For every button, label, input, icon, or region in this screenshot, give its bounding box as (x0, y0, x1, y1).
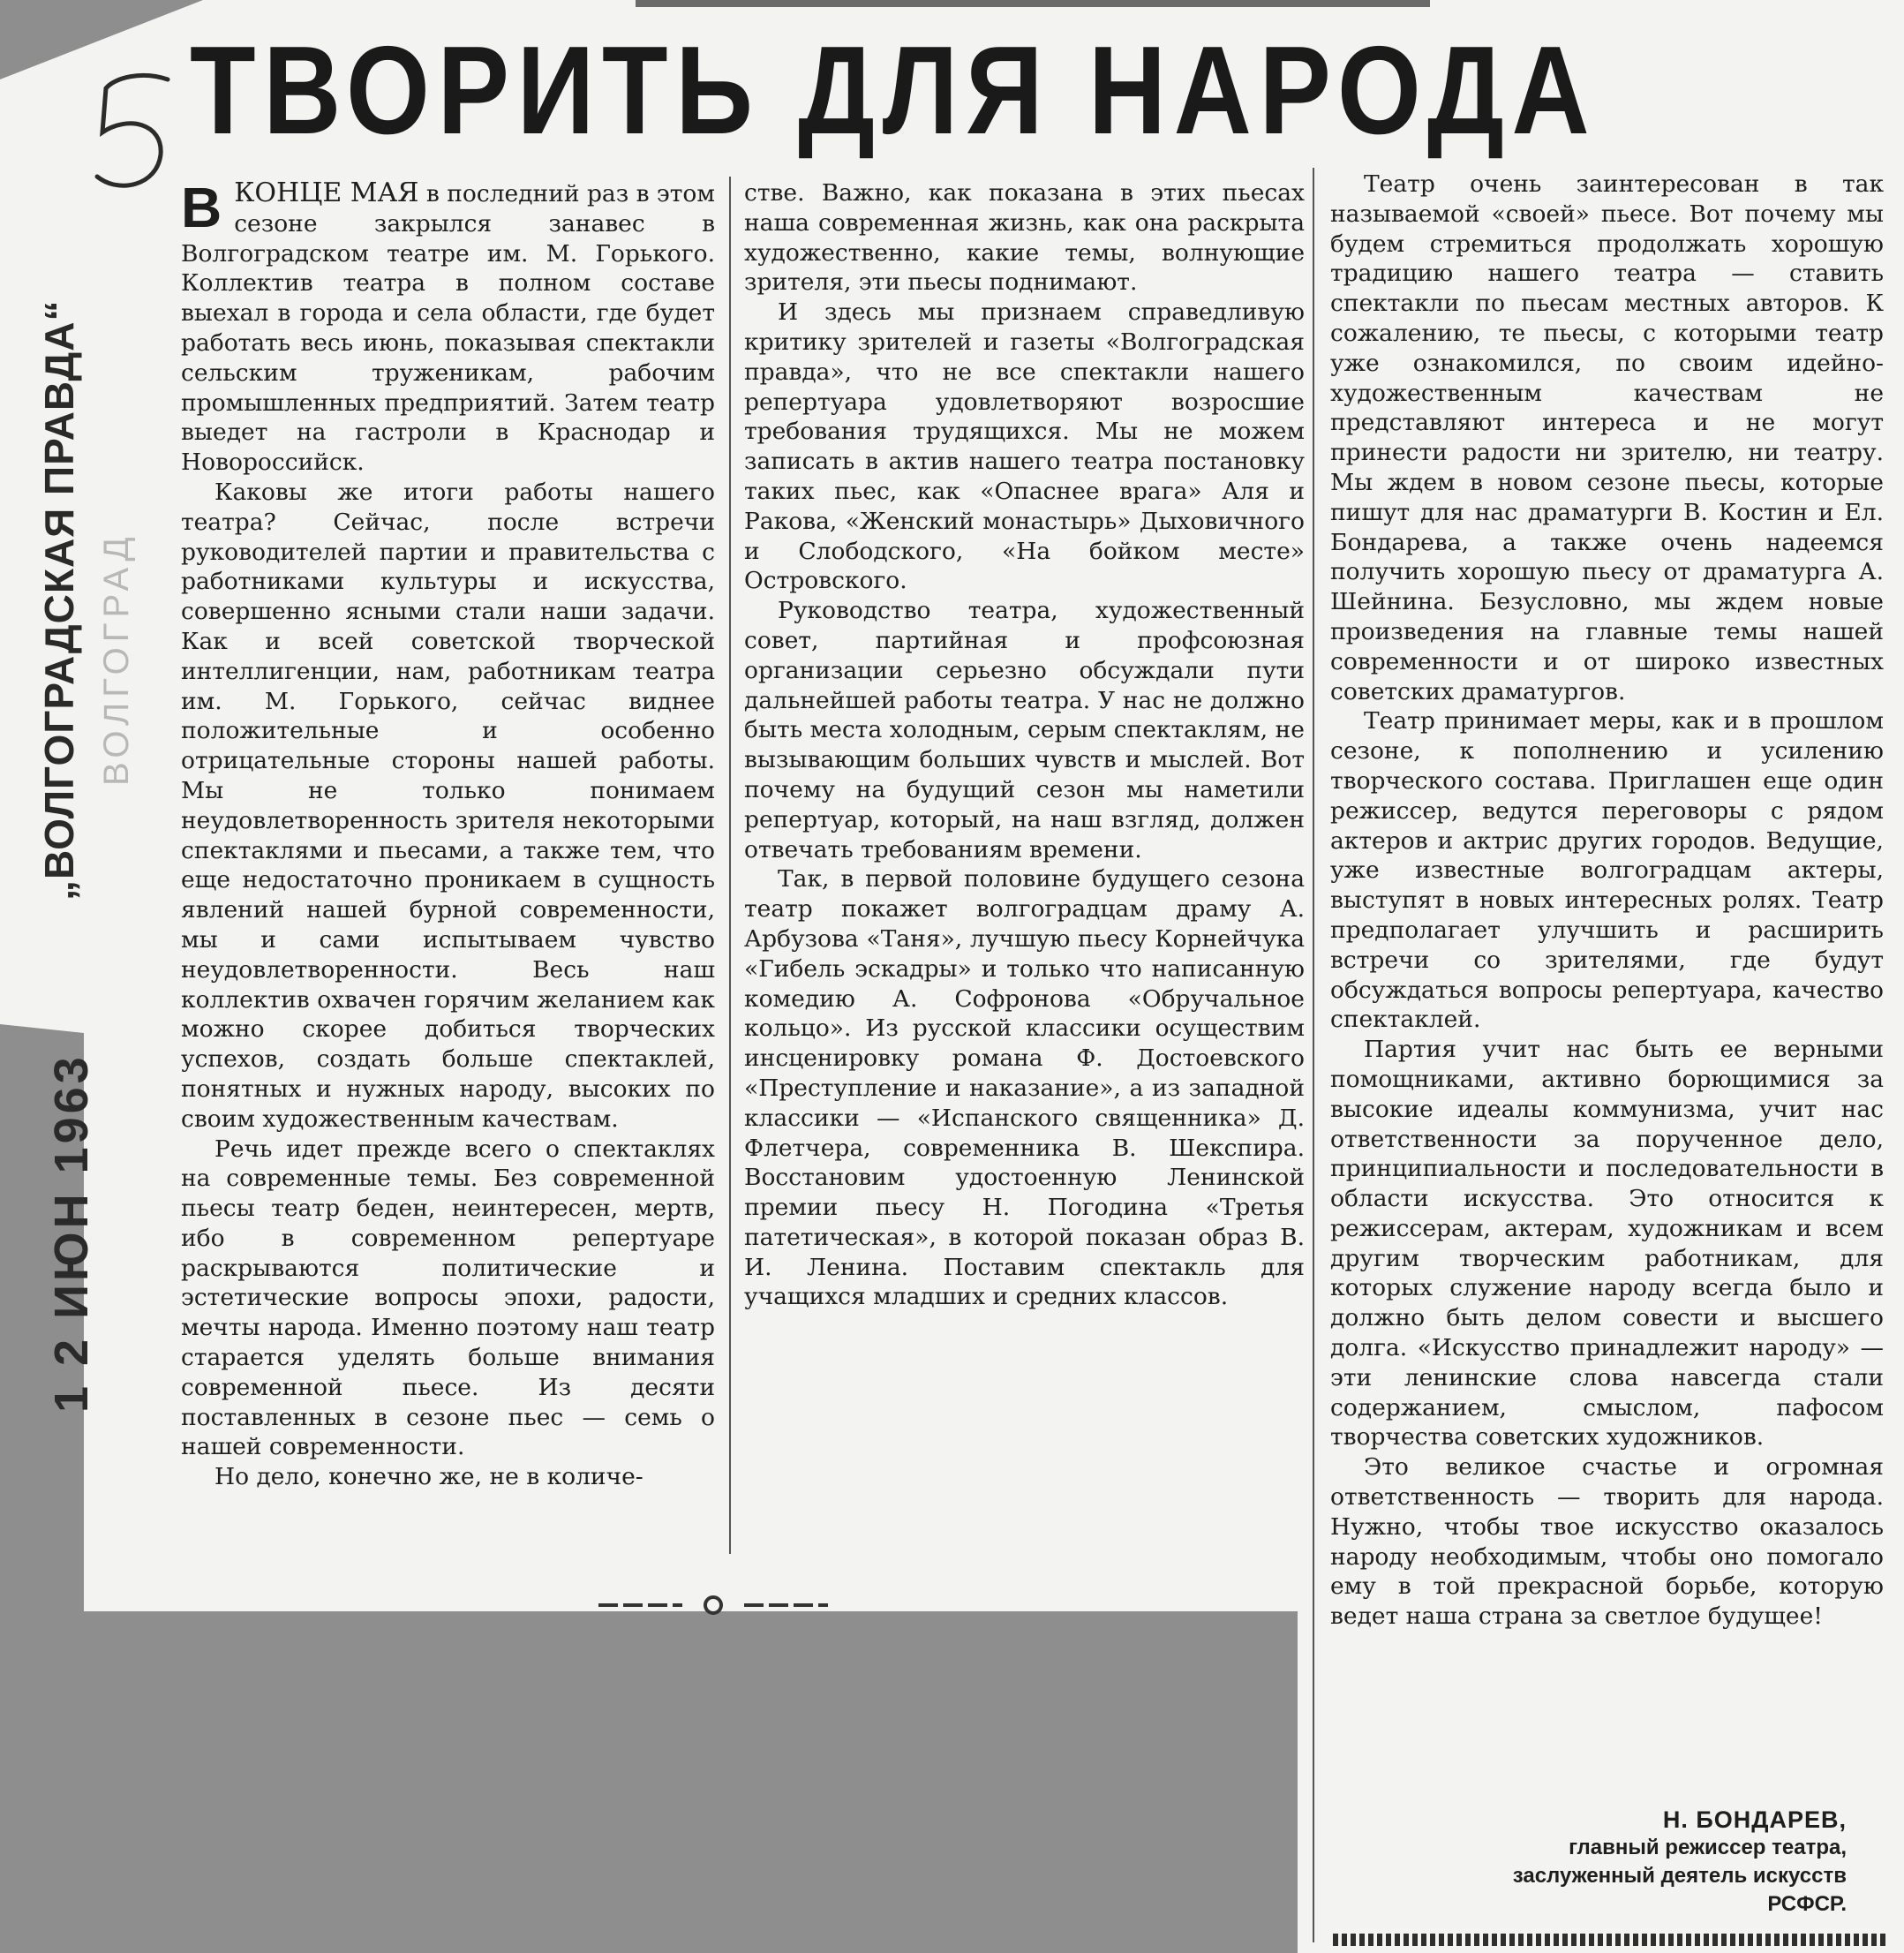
paragraph: Руководство театра, художественный совет, партийная и профсоюзная организации серьезно обсуждали пути дальнейшей работы театра. У нас не должно быть места холодным, серым спектаклям, не вызывающим больших чувств и мыслей. Вот почему на будущий сезон мы наметили репертуар, который, на наш взгляд, должен отвечать требованиям времени. (744, 597, 1305, 863)
paragraph: стве. Важно, как показана в этих пьесах наша современная жизнь, как она раскрыта художественно, какие темы, волнующие зрителя, эти пьесы поднимают. (744, 179, 1305, 297)
lead-caps: КОНЦЕ МАЯ (234, 177, 419, 208)
handwritten-mark (79, 62, 185, 203)
section-divider (598, 1595, 828, 1616)
headline: ТВОРИТЬ ДЛЯ НАРОДА (190, 20, 1598, 161)
author-title-line: главный режиссер театра, (1569, 1836, 1847, 1859)
drop-cap: В (181, 176, 222, 239)
date-stamp: 1 2 ИЮН 1963 (45, 1053, 98, 1413)
paragraph: Каковы же итоги работы нашего театра? Сейчас, после встречи руководителей партии и правительства с работниками культуры и искусства, совершенно ясными стали наши задачи. Как и всей советской творческой интеллигенции, нам, работникам театра им. М. Горького, сейчас виднее положительные и особенно отрицательные стороны нашей работы. Мы не только понимаем неудовлетворенность зрителя некоторыми спектаклями и пьесами, а также тем, что еще недостаточно проникаем в сущность явлений нашей бурной современности, мы и сами испытываем чувство неудовлетворенности. Весь наш коллектив охвачен горячим желанием как можно скорее добиться творческих успехов, создать больше спектаклей, понятных и нужных народу, высоких по своим художественным качествам. (181, 478, 715, 1133)
article-column-3 (1330, 170, 1884, 1632)
paragraph: Партия учит нас быть ее верными помощниками, активно борющимися за высокие идеалы коммунизма, учит нас ответственности за порученное дело, принципиальности и последовательности в области искусства. Это относится к режиссерам, актерам, художникам и всем другим творческим работникам, для которых служение народу всегда было и должно быть делом совести и высшего долга. «Искусство принадлежит народу» — эти ленинские слова навсегда стали содержанием, смыслом, пафосом творчества советских художников. (1330, 1036, 1884, 1452)
city-stamp: ВОЛГОГРАД (97, 532, 136, 786)
article-column-2 (744, 178, 1305, 1312)
paragraph: Театр очень заинтересован в так называемой «своей» пьесе. Вот почему мы будем стремиться продолжать хорошую традицию нашего театра — ставить спектакли по пьесам местных авторов. К сожалению, те пьесы, с которыми театр уже ознакомился, по своим идейно-художественным качествам не представляют интереса и не могут принести радости ни зрителю, ни театру. Мы ждем в новом сезоне пьесы, которые пишут для нас драматурги В. Костин и Ел. Бондарева, а также очень надеемся получить хорошую пьесу от драматурга А. Шейнина. Безусловно, мы ждем новые произведения на главные темы нашей современности и от широко известных советских драматургов. (1330, 170, 1884, 705)
column-rule (1313, 168, 1314, 1942)
lead-text: в последний раз в этом сезоне закрылся занавес в Волгоградском театре им. М. Горького. Коллектив театра в полном составе выехал в города и села области, где будет работать весь июнь, показывая спектакли сельским труженикам, рабочим промышленных предприятий. Затем театр выедет на гастроли в Краснодар и Новороссийск. (181, 180, 715, 477)
paragraph: И здесь мы признаем справедливую критику зрителей и газеты «Волгоградская правда», что не все спектакли нашего репертуара удовлетворяют возросшие требования трудящихся. Мы не можем записать в актив нашего театра постановку таких пьес, как «Опаснее врага» Аля и Ракова, «Женский монастырь» Дыховичного и Слободского, «На бойком месте» Островского. (744, 298, 1305, 595)
bottom-ornament-border (1333, 1934, 1889, 1946)
author-title-line: РСФСР. (1767, 1892, 1847, 1916)
paragraph: Театр принимает меры, как и в прошлом сезоне, к пополнению и усилению творческого состава. Приглашен еще один режиссер, ведутся переговоры с рядом актеров и актрис других городов. Ведущие, уже известные волгоградцам актеры, выступят в новых интересных ролях. Театр предполагает улучшить и расширить встречи со зрителями, где будут обсуждаться вопросы репертуара, качество спектаклей. (1330, 707, 1884, 1034)
article-column-1 (181, 178, 715, 1492)
author-name: Н. БОНДАРЕВ, (1662, 1806, 1847, 1833)
top-edge-strip (636, 0, 1430, 7)
author-signature (1513, 1806, 1847, 1919)
paragraph: Но дело, конечно же, не в количе- (214, 1463, 643, 1491)
paragraph: Так, в первой половине будущего сезона театр покажет волгоградцам драму А. Арбузова «Таня», лучшую пьесу Корнейчука «Гибель эскадры» и только что написанную комедию А. Софронова «Обручальное кольцо». Из русской классики осуществим инсценировку романа Ф. Достоевского «Преступление и наказание», а из западной классики — «Испанского священника» Д. Флетчера, современника В. Шекспира. Восстановим удостоенную Ленинской премии пьесу Н. Погодина «Третья патетическая», в которой показан образ В. И. Ленина. Поставим спектакль для учащихся младших и средних классов. (744, 865, 1305, 1311)
author-title-line: заслуженный деятель искусств (1512, 1864, 1847, 1888)
lead-paragraph (181, 178, 715, 478)
column-rule (729, 177, 731, 1554)
newspaper-stamp: „ВОЛГОГРАДСКАЯ ПРАВДА“ (36, 299, 82, 901)
paragraph: Речь идет прежде всего о спектаклях на современные темы. Без современной пьесы театр беден, неинтересен, мертв, ибо в современном репертуаре раскрываются политические и эстетические вопросы эпохи, радости, мечты народа. Именно поэтому наш театр старается уделять больше внимания современной пьесе. Из десяти поставленных в сезоне пьес — семь о нашей современности. (181, 1135, 715, 1461)
paragraph: Это великое счастье и огромная ответственность — творить для народа. Нужно, чтобы твое искусство оказалось народу необходимым, чтобы оно помогало ему в той прекрасной борьбе, которую ведет наша страна за светлое будущее! (1330, 1453, 1884, 1631)
